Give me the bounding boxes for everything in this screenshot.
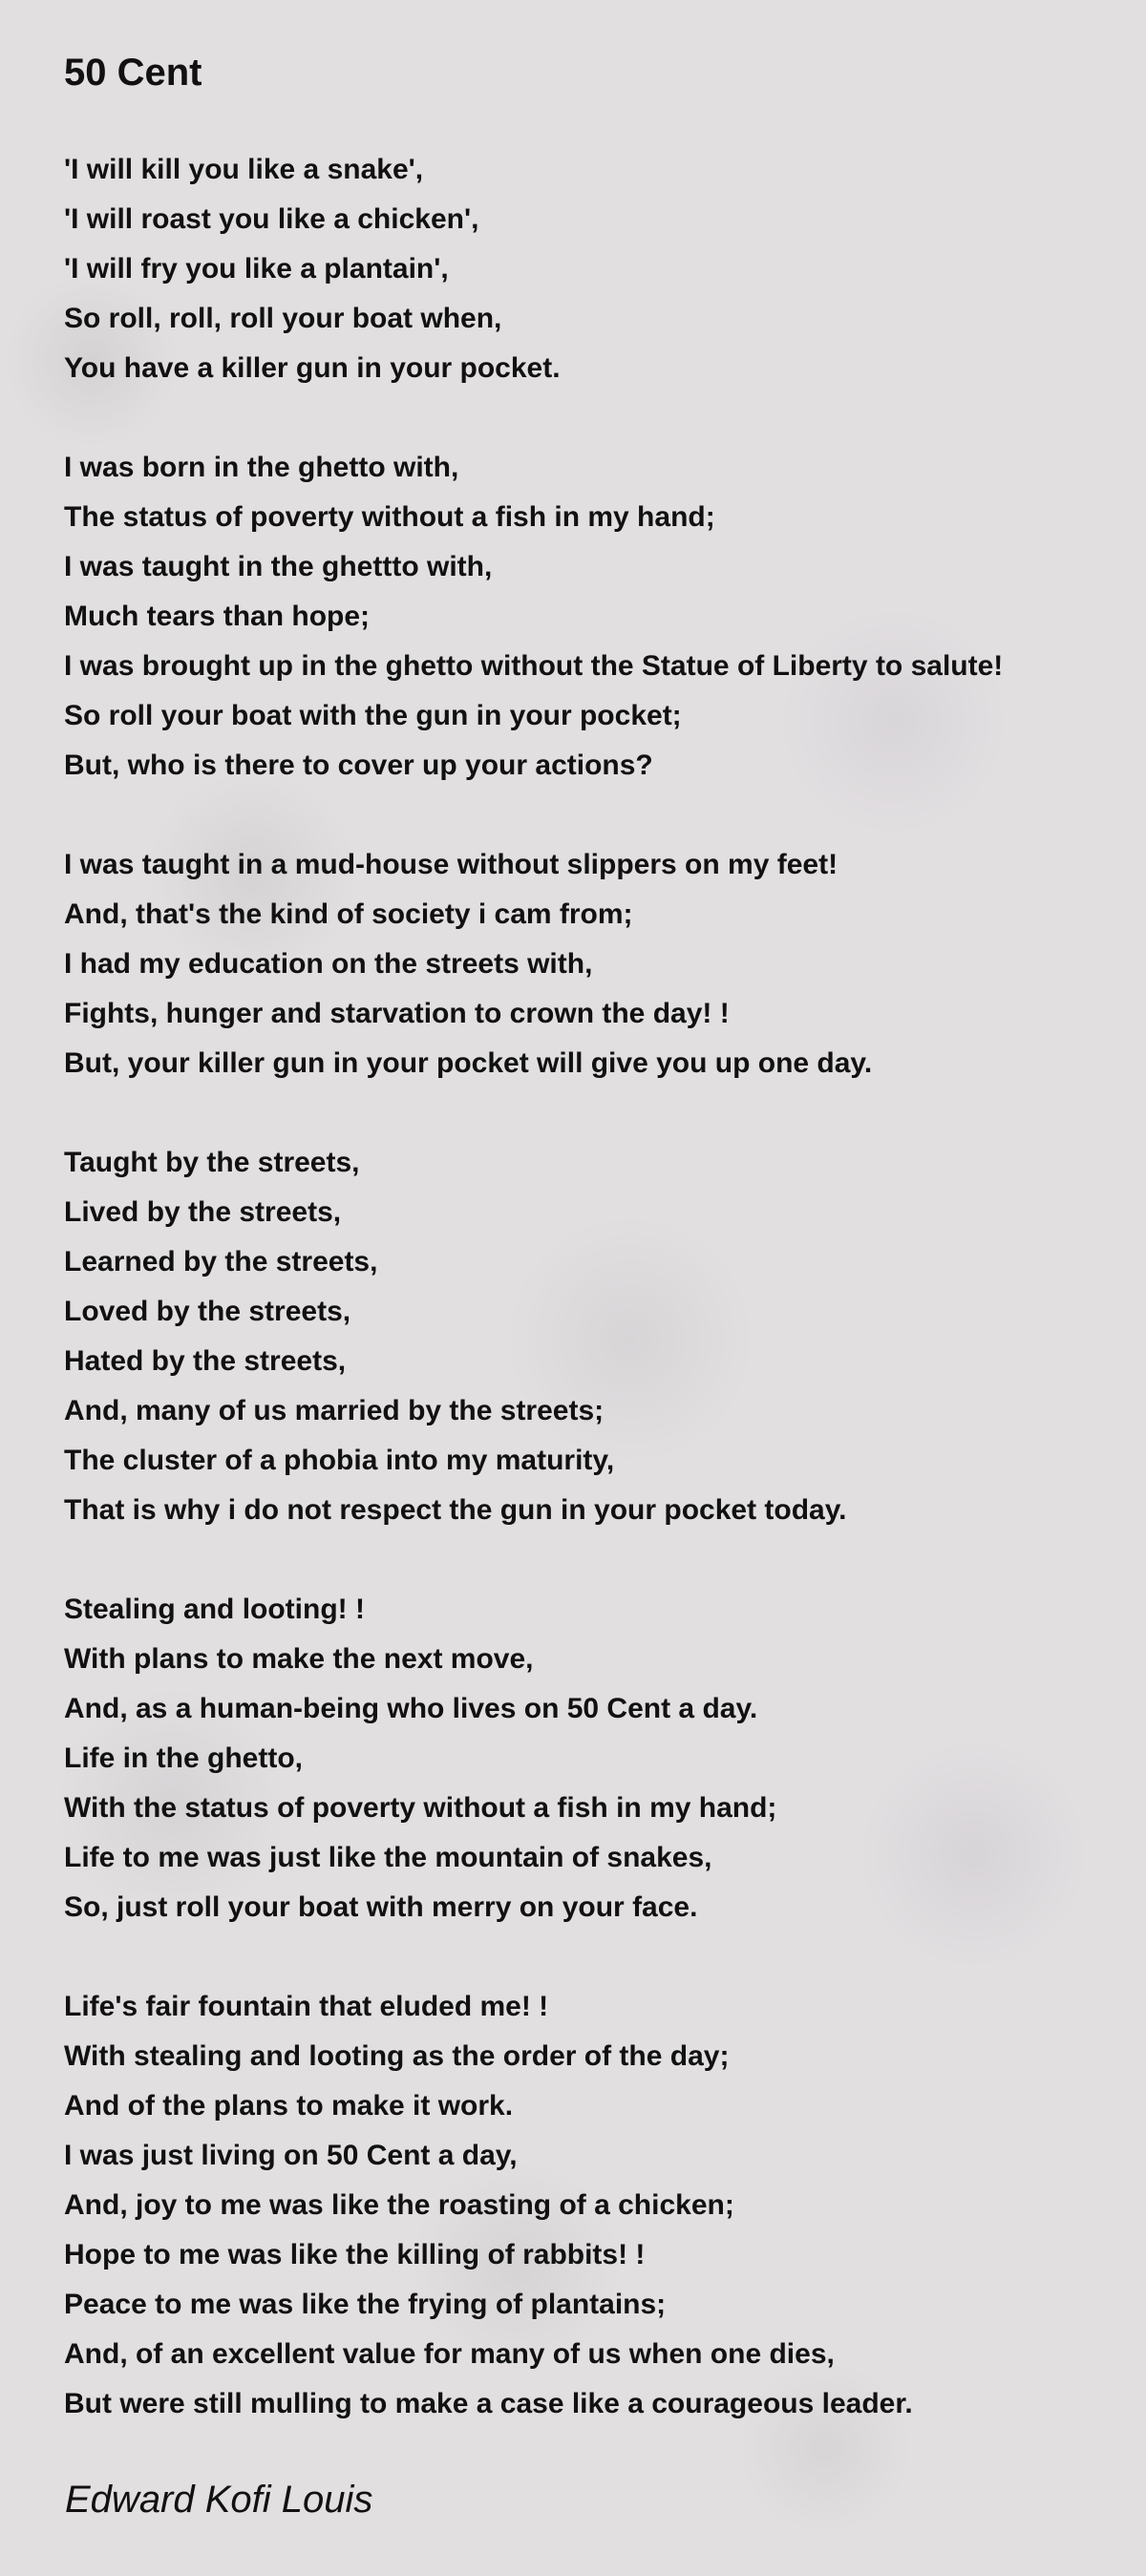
poem-line: And, many of us married by the streets;	[64, 1395, 605, 1426]
poem-line: And, of an excellent value for many of us when one dies,	[64, 2338, 835, 2370]
poem-line: But, your killer gun in your pocket will give you up one day.	[64, 1047, 873, 1079]
poem-line: 'I will kill you like a snake',	[64, 154, 424, 185]
poem-line: And, as a human-being who lives on 50 Cent a day.	[64, 1693, 758, 1724]
stanza	[64, 840, 1124, 1088]
poem-line: I was taught in the ghettto with,	[64, 551, 493, 582]
poem-line: 'I will fry you like a plantain',	[64, 253, 449, 285]
poem-line: But were still mulling to make a case like a courageous leader.	[64, 2388, 913, 2419]
poem-line: Loved by the streets,	[64, 1296, 351, 1327]
poem-line: The status of poverty without a fish in my hand;	[64, 501, 715, 533]
poem-line: With plans to make the next move,	[64, 1643, 534, 1675]
poem-line: I had my education on the streets with,	[64, 948, 593, 980]
poem-line: Life in the ghetto,	[64, 1742, 303, 1774]
stanza	[64, 1585, 1124, 1932]
stanza	[64, 443, 1124, 791]
poem-line: Taught by the streets,	[64, 1147, 360, 1178]
poem-line: So roll your boat with the gun in your pocket;	[64, 700, 682, 731]
poem-line: 'I will roast you like a chicken',	[64, 203, 479, 235]
poem-line: With the status of poverty without a fish in my hand;	[64, 1792, 777, 1824]
poem-line: With stealing and looting as the order of the day;	[64, 2040, 730, 2072]
poem-line: I was taught in a mud-house without slippers on my feet!	[64, 849, 838, 880]
poem-line: Hated by the streets,	[64, 1345, 347, 1377]
poem-line: And of the plans to make it work.	[64, 2090, 514, 2122]
poem-author: Edward Kofi Louis	[65, 2479, 373, 2521]
poem-line: And, that's the kind of society i cam from;	[64, 898, 633, 930]
poem-line: Fights, hunger and starvation to crown the day! !	[64, 998, 730, 1029]
poem-line: But, who is there to cover up your actions?	[64, 750, 653, 781]
poem-title: 50 Cent	[64, 52, 202, 94]
poem-line: Hope to me was like the killing of rabbits! !	[64, 2239, 646, 2270]
poem-line: I was born in the ghetto with,	[64, 452, 459, 483]
poem-line: Life's fair fountain that eluded me! !	[64, 1991, 549, 2022]
poem-line: And, joy to me was like the roasting of a chicken;	[64, 2189, 734, 2221]
poem-line: Much tears than hope;	[64, 601, 371, 632]
poem-line: So, just roll your boat with merry on your face.	[64, 1891, 698, 1923]
poem-line: The cluster of a phobia into my maturity,	[64, 1445, 615, 1476]
poem-line: Stealing and looting! !	[64, 1594, 365, 1625]
poem-body	[64, 145, 1124, 2479]
stanza	[64, 145, 1124, 393]
poem-line: Life to me was just like the mountain of snakes,	[64, 1842, 712, 1873]
poem-line: I was just living on 50 Cent a day,	[64, 2140, 518, 2171]
poem-line: Peace to me was like the frying of plantains;	[64, 2289, 667, 2320]
stanza	[64, 1982, 1124, 2429]
poem-line: Lived by the streets,	[64, 1196, 342, 1228]
stanza	[64, 1138, 1124, 1535]
poem-line: I was brought up in the ghetto without the Statue of Liberty to salute!	[64, 650, 1004, 682]
poem-line: Learned by the streets,	[64, 1246, 378, 1277]
poem-line: So roll, roll, roll your boat when,	[64, 303, 502, 334]
poem-line: You have a killer gun in your pocket.	[64, 352, 561, 384]
poem-line: That is why i do not respect the gun in your pocket today.	[64, 1494, 847, 1526]
